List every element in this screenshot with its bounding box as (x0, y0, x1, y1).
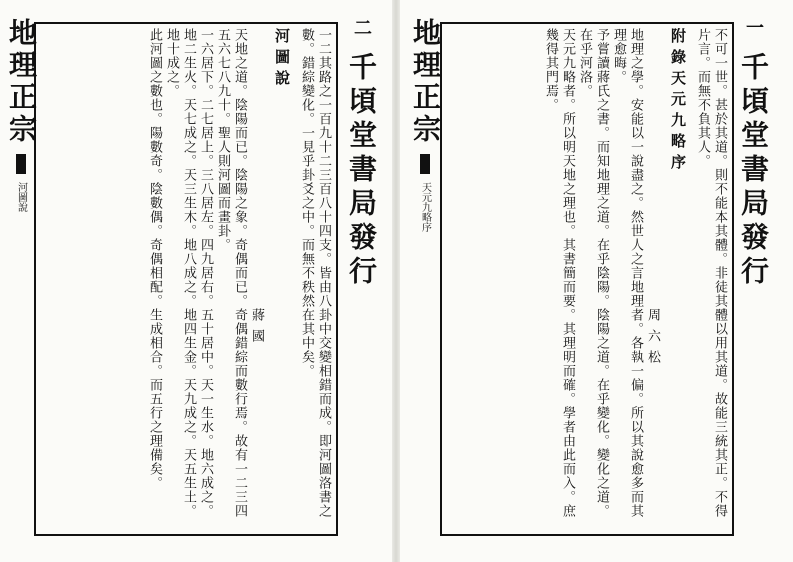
right-paragraph: 不可一世。甚於其道。則不能本其體。非徒其體以用其道。故能三統其正。不得片言。而無不負其人。 (695, 28, 727, 518)
right-margin-bar (420, 154, 430, 174)
left-book-title: 地理正宗 (5, 18, 38, 146)
right-heading: 附錄天元九略序 (669, 28, 687, 175)
right-page (402, 8, 782, 554)
left-paragraph: 一六居下。二七居上。三八居左。四九居右。五十居中。天一生水。地六成之。地二生火。天七成之。天三生木。地八成之。地四生金。天九成之。天五生土。地十成之。 (164, 28, 213, 518)
right-paragraph: 天元九略者。所以明天地之理也。其書簡而要。其理明而確。學者由此而入。庶幾得其門焉。 (543, 28, 575, 518)
left-page-footer-column (340, 18, 382, 538)
right-paragraph: 地理之學。安能以一說盡之。然世人之言地理者。各執一偏。所以其說愈多而其理愈晦。 (611, 28, 643, 518)
left-heading: 河圖說 (273, 28, 291, 91)
right-author: 周六松 (645, 308, 660, 371)
left-page-margin-header (5, 18, 38, 538)
left-page-number: 二 (351, 18, 372, 36)
left-paragraph: 此河圖之數也。陽數奇。陰數偶。奇偶相配。生成相合。而五行之理備矣。 (147, 28, 162, 490)
book-gutter (392, 0, 400, 562)
left-paragraph: 天地之道。陰陽而已。陰陽之象。奇偶而已。奇偶錯綜而數行焉。故有一二三四五六七八九十。聖人則河圖而畫卦。 (215, 28, 247, 518)
left-page-body (38, 28, 332, 528)
right-page-number: 一 (743, 18, 764, 36)
right-section-label: 天元九略序 (419, 182, 431, 232)
right-page-margin-header (409, 18, 442, 538)
left-publisher: 千頃堂書局發行 (345, 52, 378, 290)
right-page-footer-column (732, 18, 774, 538)
left-margin-bar (16, 154, 26, 174)
right-book-title: 地理正宗 (409, 18, 442, 146)
right-page-body (444, 28, 728, 528)
left-paragraph: 一二其路之一百九十二三百八十四支。皆由八卦中交變相錯而成。即河圖洛書之數。錯綜變化。一見乎卦爻之中。而無不秩然在其中矣。 (299, 28, 331, 518)
left-page (5, 8, 388, 554)
left-author: 蔣國 (249, 308, 264, 350)
right-publisher: 千頃堂書局發行 (737, 52, 770, 290)
left-section-label: 河圖說 (15, 182, 27, 212)
right-paragraph: 予嘗讀蔣氏之書。而知地理之道。在乎陰陽。陰陽之道。在乎變化。變化之道。在乎河洛。 (577, 28, 609, 518)
